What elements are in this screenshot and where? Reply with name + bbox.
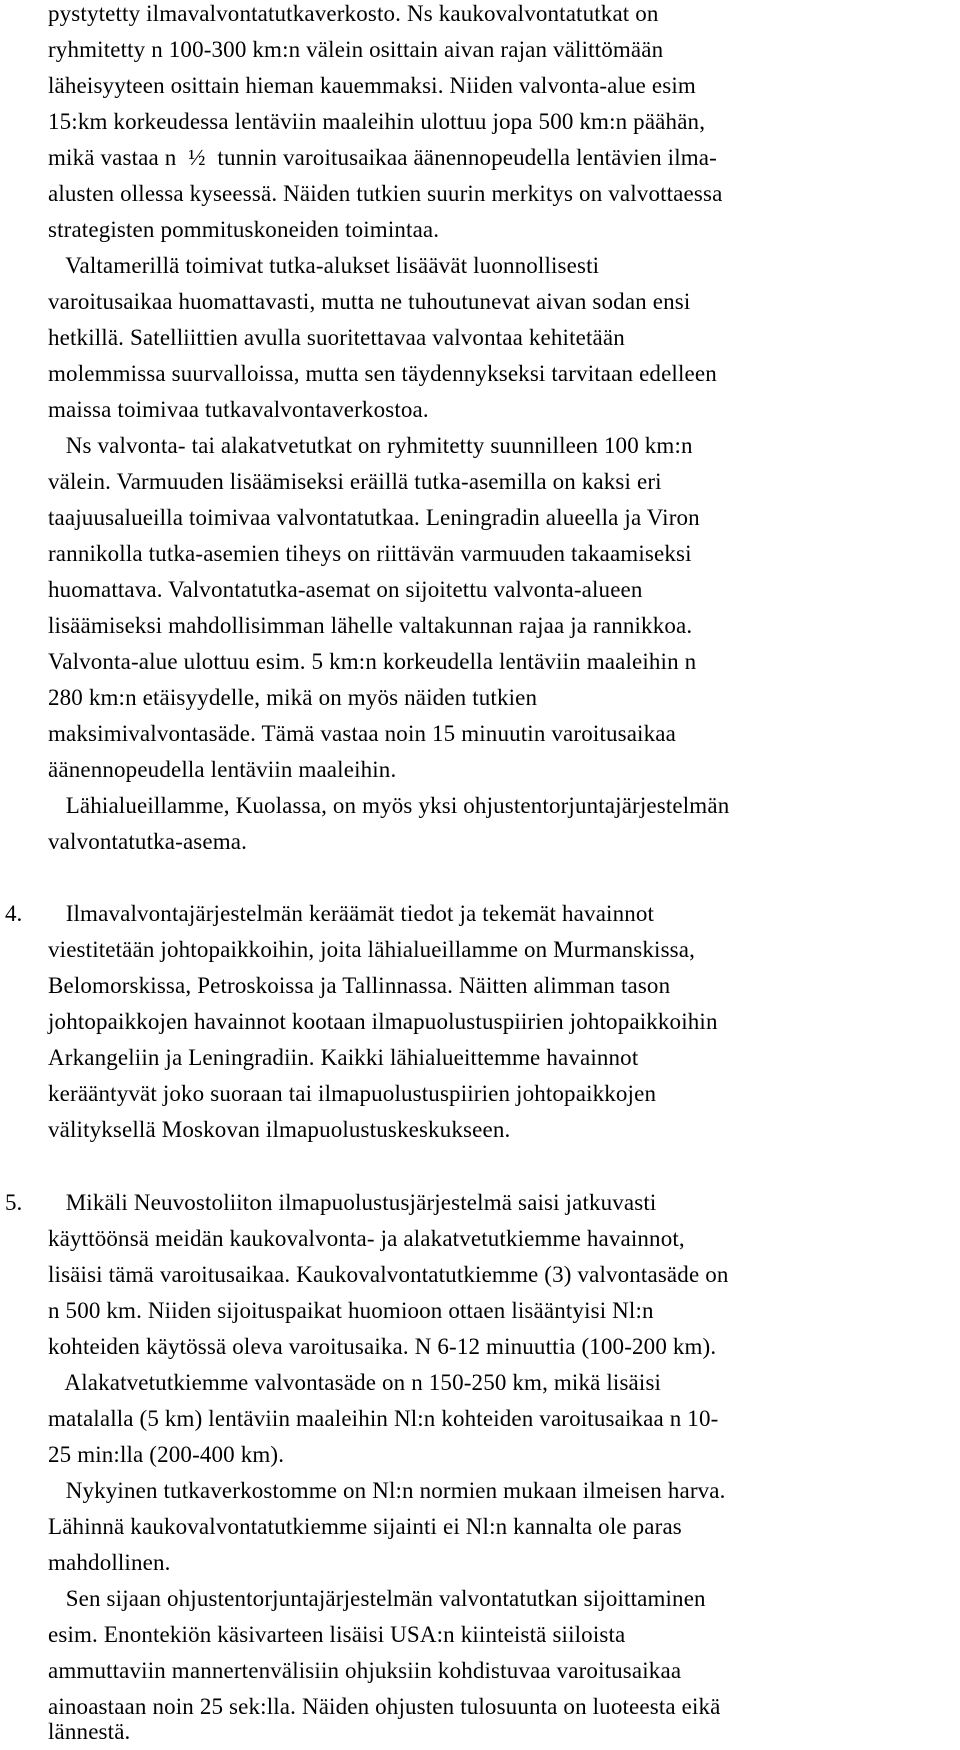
text-line: Valvonta-alue ulottuu esim. 5 km:n korkeudella lentäviin maaleihin n <box>48 649 697 674</box>
text-line: välein. Varmuuden lisäämiseksi eräillä tutka-asemilla on kaksi eri <box>48 469 662 494</box>
text-line: 25 min:lla (200-400 km). <box>48 1442 285 1467</box>
text-line: Ilmavalvontajärjestelmän keräämät tiedot ja tekemät havainnot <box>48 901 655 926</box>
text-line: hetkillä. Satelliittien avulla suoritettavaa valvontaa kehitetään <box>48 325 625 350</box>
text-line: ainoastaan noin 25 sek:lla. Näiden ohjusten tulosuunta on luoteesta eikä <box>48 1694 721 1719</box>
text-line: kohteiden käytössä oleva varoitusaika. N 6-12 minuuttia (100-200 km). <box>48 1334 717 1359</box>
text-line: Belomorskissa, Petroskoissa ja Tallinnassa. Näitten alimman tason <box>48 973 671 998</box>
text-line: Lähialueillamme, Kuolassa, on myös yksi ohjustentorjuntajärjestelmän <box>48 793 730 818</box>
text-line: Sen sijaan ohjustentorjuntajärjestelmän valvontatutkan sijoittaminen <box>48 1586 706 1611</box>
text-line: matalalla (5 km) lentäviin maaleihin Nl:n kohteiden varoitusaikaa n 10- <box>48 1406 719 1431</box>
text-line: valvontatutka-asema. <box>48 829 248 854</box>
text-line: maksimivalvontasäde. Tämä vastaa noin 15 minuutin varoitusaikaa <box>48 721 676 746</box>
text-line: alusten ollessa kyseessä. Näiden tutkien suurin merkitys on valvottaessa <box>48 181 723 206</box>
text-line: Alakatvetutkiemme valvontasäde on n 150-250 km, mikä lisäisi <box>48 1370 662 1395</box>
text-line: mikä vastaa n ½ tunnin varoitusaikaa äänennopeudella lentävien ilma- <box>48 145 717 170</box>
text-line: Mikäli Neuvostoliiton ilmapuolustusjärjestelmä saisi jatkuvasti <box>48 1190 657 1215</box>
text-line: lisäisi tämä varoitusaikaa. Kaukovalvontatutkiemme (3) valvontasäde on <box>48 1262 729 1287</box>
text-line: äänennopeudella lentäviin maaleihin. <box>48 757 397 782</box>
text-line: Ns valvonta- tai alakatvetutkat on ryhmitetty suunnilleen 100 km:n <box>48 433 693 458</box>
text-line: lännestä. <box>48 1719 131 1744</box>
text-line: välityksellä Moskovan ilmapuolustuskeskukseen. <box>48 1117 511 1142</box>
text-line: taajuusalueilla toimivaa valvontatutkaa. Leningradin alueella ja Viron <box>48 505 700 530</box>
text-line: mahdollinen. <box>48 1550 171 1575</box>
text-line: kerääntyvät joko suoraan tai ilmapuolustuspiirien johtopaikkojen <box>48 1081 657 1106</box>
text-line: ryhmitetty n 100-300 km:n välein osittain aivan rajan välittömään <box>48 37 664 62</box>
text-line: maissa toimivaa tutkavalvontaverkostoa. <box>48 397 429 422</box>
text-line: läheisyyteen osittain hieman kauemmaksi. Niiden valvonta-alue esim <box>48 73 696 98</box>
text-line: pystytetty ilmavalvontatutkaverkosto. Ns kaukovalvontatutkat on <box>48 1 659 26</box>
text-line: lisäämiseksi mahdollisimman lähelle valtakunnan rajaa ja rannikkoa. <box>48 613 693 638</box>
text-line: molemmissa suurvalloissa, mutta sen täydennykseksi tarvitaan edelleen <box>48 361 717 386</box>
text-line: n 500 km. Niiden sijoituspaikat huomioon ottaen lisääntyisi Nl:n <box>48 1298 654 1323</box>
text-line: viestitetään johtopaikkoihin, joita lähialueillamme on Murmanskissa, <box>48 937 696 962</box>
text-line: varoitusaikaa huomattavasti, mutta ne tuhoutunevat aivan sodan ensi <box>48 289 691 314</box>
text-line: ammuttaviin mannertenvälisiin ohjuksiin kohdistuvaa varoitusaikaa <box>48 1658 682 1683</box>
text-line: käyttöönsä meidän kaukovalvonta- ja alakatvetutkiemme havainnot, <box>48 1226 685 1251</box>
text-line: Nykyinen tutkaverkostomme on Nl:n normien mukaan ilmeisen harva. <box>48 1478 726 1503</box>
text-line: Arkangeliin ja Leningradiin. Kaikki lähialueittemme havainnot <box>48 1045 639 1070</box>
text-line: huomattava. Valvontatutka-asemat on sijoitettu valvonta-alueen <box>48 577 643 602</box>
text-line: johtopaikkojen havainnot kootaan ilmapuolustuspiirien johtopaikkoihin <box>48 1009 718 1034</box>
text-line: Valtamerillä toimivat tutka-alukset lisäävät luonnollisesti <box>48 253 600 278</box>
text-line: strategisten pommituskoneiden toimintaa. <box>48 217 440 242</box>
text-line: Lähinnä kaukovalvontatutkiemme sijainti ei Nl:n kannalta ole paras <box>48 1514 682 1539</box>
section-number: 4. <box>5 901 23 926</box>
section-number: 5. <box>5 1190 23 1215</box>
text-line: esim. Enontekiön käsivarteen lisäisi USA:n kiinteistä siiloista <box>48 1622 626 1647</box>
text-line: 15:km korkeudessa lentäviin maaleihin ulottuu jopa 500 km:n päähän, <box>48 109 706 134</box>
text-line: rannikolla tutka-asemien tiheys on riittävän varmuuden takaamiseksi <box>48 541 692 566</box>
text-line: 280 km:n etäisyydelle, mikä on myös näiden tutkien <box>48 685 538 710</box>
